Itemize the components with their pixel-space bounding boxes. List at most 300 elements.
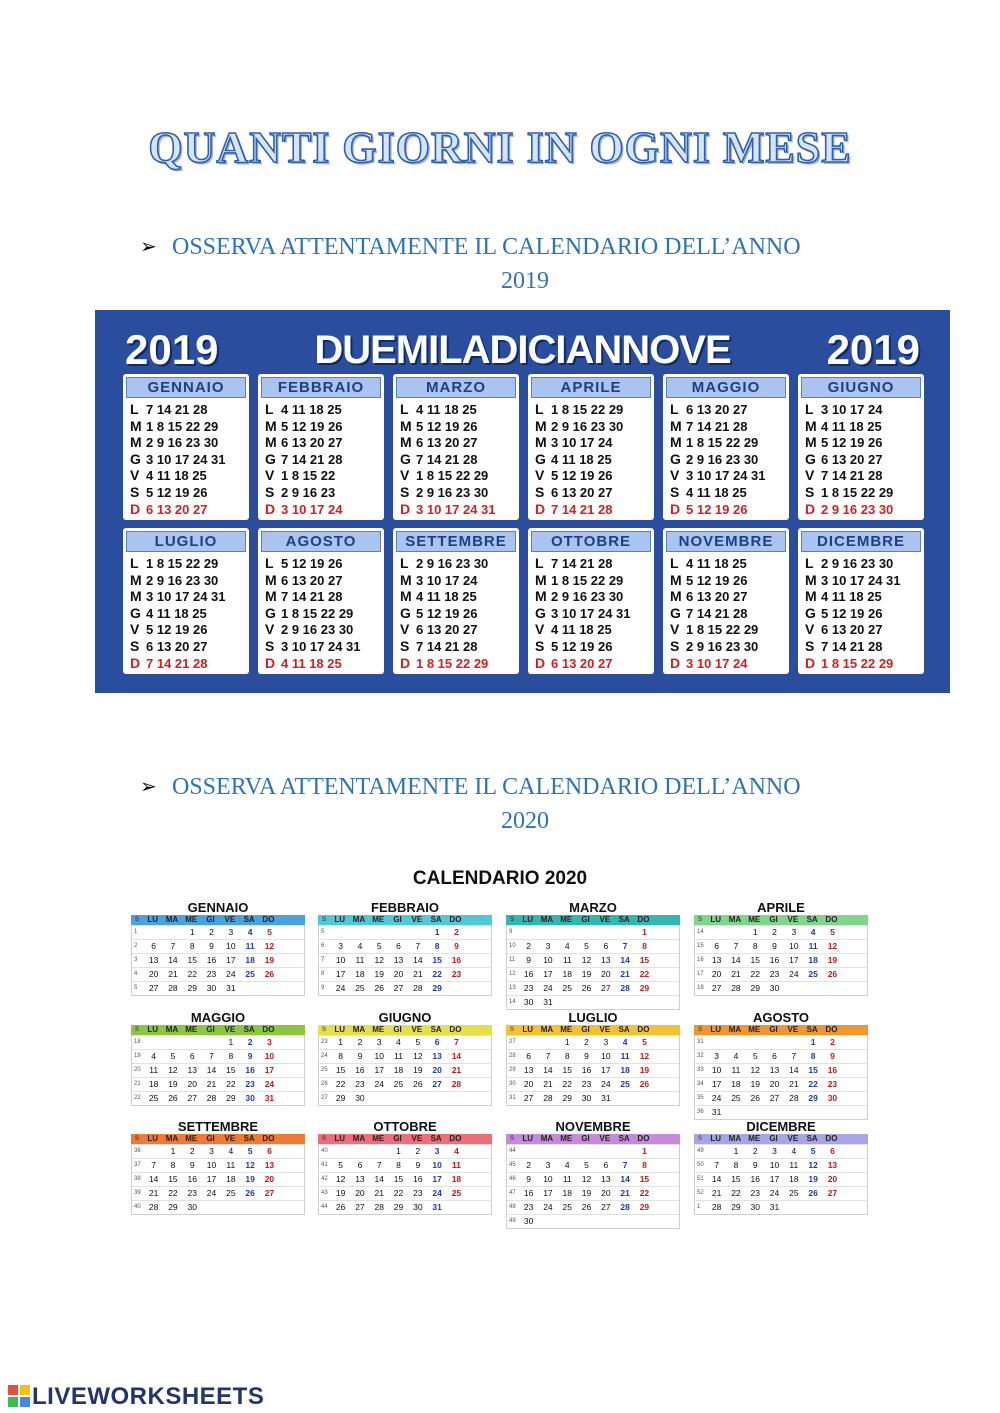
week-number: 32 <box>697 1053 704 1059</box>
day-cell: 24 <box>601 1079 611 1089</box>
day-cell: 31 <box>543 997 553 1007</box>
weekday-letter: L <box>805 555 814 571</box>
day-numbers: 2 9 16 23 30 <box>821 501 894 517</box>
weekday-label: LU <box>710 1134 721 1143</box>
day-cell: 31 <box>264 1093 275 1103</box>
weekday-row <box>130 484 226 501</box>
week-number: 44 <box>509 1148 516 1154</box>
day-cell: 10 <box>543 955 553 965</box>
weekday-row <box>805 621 901 638</box>
day-cell: 29 <box>808 1093 818 1103</box>
day-cell: 1 <box>733 1146 739 1156</box>
week-number: 16 <box>697 957 704 963</box>
day-numbers: 7 14 21 28 <box>821 468 883 484</box>
weekday-header <box>318 915 492 925</box>
day-cell: 30 <box>245 1093 255 1103</box>
day-cell: 15 <box>639 1174 650 1184</box>
day-cell: 26 <box>264 969 275 979</box>
month-name: DICEMBRE <box>801 531 921 552</box>
day-cell <box>635 1215 654 1228</box>
day-cell: 29 <box>750 983 760 993</box>
weekday-row <box>805 418 893 435</box>
weekday-letter: S <box>670 637 680 654</box>
day-cell: 10 <box>226 941 236 951</box>
weekday-row <box>805 401 893 418</box>
day-cell: 8 <box>170 1160 176 1170</box>
day-cell: 21 <box>789 1079 799 1089</box>
day-cell: 9 <box>752 1160 758 1170</box>
day-numbers: 5 12 19 26 <box>146 622 208 638</box>
week-header-label: S <box>509 1136 514 1142</box>
day-cell: 17 <box>711 1079 722 1089</box>
weekday-label: ME <box>372 915 385 924</box>
day-cell: 20 <box>187 1079 197 1089</box>
day-numbers: 5 12 19 26 <box>146 484 208 500</box>
weekday-label: DO <box>449 1134 462 1143</box>
weekday-row <box>805 638 901 655</box>
month-2019-ottobre <box>528 528 654 674</box>
day-cell <box>370 926 389 939</box>
week-number: 1 <box>134 929 138 935</box>
week-number: 51 <box>697 1176 704 1182</box>
weekday-letter: D <box>805 500 816 517</box>
day-cell: 21 <box>711 1188 722 1198</box>
day-cell: 25 <box>562 1202 572 1212</box>
weekday-letter: M <box>535 434 547 451</box>
week-header-label: S <box>697 1136 702 1142</box>
weekday-label: MA <box>728 915 742 924</box>
weekday-letter: D <box>670 654 681 671</box>
day-cell: 23 <box>523 983 534 993</box>
week-row <box>695 1049 867 1063</box>
day-cell: 26 <box>581 983 592 993</box>
weekday-label: LU <box>147 1025 158 1034</box>
day-cell: 9 <box>247 1051 253 1061</box>
week-number: 37 <box>134 1162 141 1168</box>
month-2020-aprile <box>694 901 868 996</box>
day-cell: 18 <box>148 1079 159 1089</box>
weekday-letter: S <box>130 483 140 500</box>
day-cell: 4 <box>564 1160 570 1170</box>
day-cell: 7 <box>733 941 739 951</box>
week-row <box>507 1049 679 1063</box>
day-cell: 3 <box>714 1051 720 1061</box>
day-cell: 23 <box>581 1079 592 1089</box>
weekday-row <box>535 434 623 451</box>
day-cell <box>447 1092 466 1105</box>
day-cell: 17 <box>335 969 346 979</box>
week-row <box>132 1049 304 1063</box>
day-cell: 5 <box>247 1146 253 1156</box>
weekday-row <box>400 621 488 638</box>
weekday-label: SA <box>806 1134 818 1143</box>
week-row <box>319 1035 491 1049</box>
instruction-2020 <box>140 770 900 838</box>
day-cell: 17 <box>374 1065 384 1075</box>
weekday-label: DO <box>262 915 275 924</box>
day-cell <box>707 926 726 939</box>
weekday-letter: L <box>535 555 544 571</box>
week-number: 10 <box>509 943 516 949</box>
day-cell: 8 <box>733 1160 739 1170</box>
day-cell: 18 <box>808 955 818 965</box>
week-row <box>319 1186 491 1200</box>
day-cell: 31 <box>711 1107 722 1117</box>
day-numbers: 3 10 17 24 <box>551 435 613 451</box>
weekday-row <box>130 588 226 605</box>
day-cell: 17 <box>601 1065 611 1075</box>
weekday-row <box>535 484 623 501</box>
day-cell: 7 <box>209 1051 214 1061</box>
week-row <box>507 1200 679 1214</box>
month-2020-gennaio <box>131 901 305 996</box>
weekday-label: ME <box>748 915 761 924</box>
day-cell <box>240 1201 259 1214</box>
week-number: 52 <box>697 1190 704 1196</box>
day-cell: 3 <box>545 941 551 951</box>
day-numbers: 4 11 18 25 <box>281 402 342 417</box>
day-cell: 28 <box>731 983 741 993</box>
month-2020-maggio <box>131 1011 305 1106</box>
day-cell: 19 <box>374 969 384 979</box>
weekday-letter: M <box>670 588 682 605</box>
week-number: 47 <box>509 1190 516 1196</box>
day-cell: 27 <box>187 1093 197 1103</box>
weekday-label: SA <box>430 1134 442 1143</box>
day-cell: 4 <box>454 1146 459 1156</box>
day-cell: 5 <box>267 927 272 937</box>
weekday-header <box>131 915 305 925</box>
arrow-bullet-icon: ➢ <box>140 776 157 798</box>
day-numbers: 2 9 16 23 30 <box>686 451 759 467</box>
day-cell: 26 <box>581 1202 592 1212</box>
weekday-label: MA <box>165 1134 179 1143</box>
day-cell: 21 <box>731 969 741 979</box>
day-cell: 23 <box>413 1188 423 1198</box>
day-numbers: 2 9 16 23 30 <box>416 484 489 500</box>
day-cell: 15 <box>639 955 650 965</box>
day-cell: 19 <box>808 1174 818 1184</box>
month-grid <box>131 1144 305 1215</box>
day-numbers: 5 12 19 26 <box>281 418 343 434</box>
day-cell: 1 <box>396 1146 401 1156</box>
weekday-row <box>670 418 766 435</box>
weekday-row <box>535 401 623 418</box>
day-numbers: 4 11 18 25 <box>146 468 207 484</box>
weekday-label: SA <box>430 915 442 924</box>
week-number: 18 <box>134 1039 141 1045</box>
week-number: 36 <box>697 1109 704 1115</box>
weekday-letter: M <box>265 434 277 451</box>
week-row <box>132 925 304 939</box>
day-cell: 27 <box>601 1202 611 1212</box>
day-cell <box>240 982 259 995</box>
day-cell: 16 <box>245 1065 255 1075</box>
weekday-letter: M <box>265 588 277 605</box>
day-cell: 2 <box>526 941 532 951</box>
day-cell: 26 <box>335 1202 346 1212</box>
weekday-row <box>805 501 893 518</box>
day-cell: 4 <box>151 1051 157 1061</box>
day-cell: 22 <box>639 969 650 979</box>
day-cell: 12 <box>264 941 275 951</box>
day-cell: 26 <box>245 1188 255 1198</box>
month-name: AGOSTO <box>261 531 381 552</box>
day-cell: 9 <box>209 941 214 951</box>
day-cell: 11 <box>731 1065 741 1075</box>
weekday-letter: L <box>805 401 814 417</box>
day-cell: 12 <box>581 955 592 965</box>
weekday-row <box>400 451 496 468</box>
day-cell: 30 <box>523 997 534 1007</box>
day-cell: 21 <box>374 1188 384 1198</box>
day-cell: 5 <box>584 1160 589 1170</box>
weekday-label: DO <box>825 1134 838 1143</box>
weekday-label: ME <box>560 1025 573 1034</box>
day-cell: 15 <box>432 955 442 965</box>
day-cell: 10 <box>601 1051 611 1061</box>
day-cell: 4 <box>733 1051 739 1061</box>
day-cell <box>350 926 369 939</box>
arrow-bullet-icon: ➢ <box>140 236 157 258</box>
day-cell: 30 <box>827 1093 838 1103</box>
week-row <box>695 1077 867 1091</box>
day-cell: 26 <box>808 1188 818 1198</box>
month-grid <box>694 1035 868 1120</box>
weekday-header <box>694 1025 868 1035</box>
weekday-letter: L <box>670 401 679 417</box>
weekday-row <box>265 418 342 435</box>
day-cell: 28 <box>374 1202 384 1212</box>
week-row <box>695 1035 867 1049</box>
week-number: 9 <box>321 985 325 991</box>
calendar-2019-header <box>95 326 950 376</box>
week-row <box>319 1063 491 1077</box>
day-cell: 2 <box>209 927 214 937</box>
day-cell: 23 <box>206 969 217 979</box>
footer-text: LIVEWORKSHEETS <box>32 1383 265 1410</box>
day-cell: 13 <box>601 955 611 965</box>
day-cell: 7 <box>714 1160 720 1170</box>
day-cell: 29 <box>639 1202 650 1212</box>
day-cell: 25 <box>620 1079 630 1089</box>
week-row <box>319 939 491 953</box>
day-cell: 16 <box>769 955 780 965</box>
day-cell <box>577 996 596 1009</box>
day-cell: 28 <box>789 1093 799 1103</box>
day-cell: 10 <box>543 1174 553 1184</box>
weekday-letter: S <box>535 483 545 500</box>
week-number: 44 <box>321 1204 328 1210</box>
day-cell: 6 <box>357 1160 363 1170</box>
day-cell: 14 <box>731 955 741 965</box>
day-cell: 20 <box>432 1065 442 1075</box>
weekday-row <box>400 638 488 655</box>
weekday-letter: M <box>400 571 412 588</box>
weekday-row <box>265 655 361 672</box>
day-numbers: 3 10 17 24 <box>821 402 883 417</box>
day-cell <box>558 926 577 939</box>
day-numbers: 3 10 17 24 31 <box>281 638 361 654</box>
day-cell: 23 <box>355 1079 365 1089</box>
day-cell: 22 <box>187 969 197 979</box>
day-cell: 30 <box>206 983 217 993</box>
day-cell <box>389 1092 408 1105</box>
day-numbers: 6 13 20 27 <box>686 402 748 417</box>
day-cell <box>447 1201 466 1214</box>
week-row <box>319 967 491 981</box>
day-cell <box>408 926 427 939</box>
week-number: 11 <box>509 957 516 963</box>
day-cell: 18 <box>226 1174 236 1184</box>
day-numbers: 6 13 20 27 <box>686 589 748 605</box>
day-cell: 7 <box>415 941 421 951</box>
weekday-row <box>265 572 361 589</box>
month-2019-marzo <box>393 374 519 520</box>
week-number: 17 <box>697 971 704 977</box>
weekday-row <box>400 588 488 605</box>
weekday-row <box>670 621 758 638</box>
weekday-row <box>265 484 342 501</box>
week-header-label: S <box>697 1027 702 1033</box>
day-cell: 14 <box>206 1065 217 1075</box>
day-cell: 21 <box>413 969 423 979</box>
day-cell: 14 <box>543 1065 553 1075</box>
day-numbers: 1 8 15 22 29 <box>146 418 219 434</box>
month-name: FEBBRAIO <box>261 377 381 398</box>
weekday-label: DO <box>449 1025 462 1034</box>
weekday-row <box>805 555 901 572</box>
day-cell: 14 <box>711 1174 722 1184</box>
month-name: APRILE <box>531 377 651 398</box>
day-cell: 10 <box>206 1160 217 1170</box>
day-cell: 22 <box>226 1079 236 1089</box>
day-cell: 25 <box>245 969 255 979</box>
day-cell: 26 <box>639 1079 650 1089</box>
day-cell: 20 <box>601 1188 611 1198</box>
day-cell <box>519 926 538 939</box>
day-cell: 7 <box>622 1160 628 1170</box>
week-row <box>695 967 867 981</box>
week-row <box>507 1172 679 1186</box>
day-cell: 29 <box>432 983 442 993</box>
day-cell: 20 <box>601 969 611 979</box>
day-cell: 8 <box>396 1160 401 1170</box>
weekday-label: LU <box>522 915 533 924</box>
day-cell: 25 <box>355 983 365 993</box>
day-cell <box>615 1145 634 1158</box>
day-cell: 4 <box>228 1146 234 1156</box>
week-row <box>132 981 304 995</box>
day-cell <box>183 1036 202 1049</box>
day-cell: 3 <box>434 1146 440 1156</box>
week-number: 34 <box>697 1081 704 1087</box>
weekday-row <box>670 501 766 518</box>
day-cell: 15 <box>750 955 760 965</box>
week-header-label: S <box>509 1027 514 1033</box>
week-row <box>507 1035 679 1049</box>
day-cell: 15 <box>393 1174 404 1184</box>
weekday-letter: M <box>805 434 817 451</box>
weekday-row <box>400 401 496 418</box>
day-cell: 17 <box>789 955 799 965</box>
day-cell: 9 <box>454 941 459 951</box>
day-numbers: 6 13 20 27 <box>551 484 613 500</box>
weekday-row <box>265 621 361 638</box>
calendar-2019 <box>95 310 950 693</box>
day-cell: 1 <box>642 1146 647 1156</box>
day-cell: 3 <box>228 927 234 937</box>
day-cell: 2 <box>584 1037 589 1047</box>
weekday-row <box>670 555 758 572</box>
weekday-label: GI <box>581 1134 590 1143</box>
day-cell: 26 <box>374 983 384 993</box>
weekday-row <box>265 451 342 468</box>
day-cell <box>144 1036 163 1049</box>
day-cell: 12 <box>245 1160 255 1170</box>
week-number: 13 <box>509 985 516 991</box>
weekday-label: VE <box>224 1025 236 1034</box>
day-cell: 8 <box>338 1051 344 1061</box>
weekday-row <box>535 621 631 638</box>
day-numbers: 3 10 17 24 31 <box>416 501 496 517</box>
day-cell: 3 <box>772 1146 777 1156</box>
day-cell: 13 <box>711 955 722 965</box>
week-row <box>132 967 304 981</box>
weekday-letter: G <box>805 450 816 467</box>
day-cell: 30 <box>769 983 780 993</box>
day-cell: 2 <box>415 1146 421 1156</box>
weekday-row <box>265 467 342 484</box>
day-cell: 2 <box>189 1146 195 1156</box>
week-row <box>695 953 867 967</box>
day-numbers: 2 9 16 23 30 <box>146 435 219 451</box>
month-name: GENNAIO <box>126 377 246 398</box>
weekday-letter: M <box>130 434 142 451</box>
day-numbers: 5 12 19 26 <box>551 468 613 484</box>
weekday-row <box>130 501 226 518</box>
day-cell: 1 <box>434 927 440 937</box>
day-cell: 11 <box>149 1065 159 1075</box>
day-cell: 12 <box>639 1051 650 1061</box>
day-cell <box>596 926 615 939</box>
day-cell: 8 <box>434 941 440 951</box>
day-cell: 6 <box>603 1160 609 1170</box>
day-cell: 19 <box>264 955 275 965</box>
day-cell: 14 <box>451 1051 462 1061</box>
weekday-letter: D <box>130 500 141 517</box>
day-cell: 27 <box>393 983 404 993</box>
week-number: 33 <box>697 1067 704 1073</box>
weekday-letter: V <box>805 621 815 638</box>
weekday-row <box>265 555 361 572</box>
month-2019-luglio <box>123 528 249 674</box>
day-cell: 15 <box>187 955 197 965</box>
day-cell <box>447 982 466 995</box>
month-name: LUGLIO <box>126 531 246 552</box>
week-row <box>319 1091 491 1105</box>
week-number: 21 <box>134 1081 141 1087</box>
week-row <box>132 1172 304 1186</box>
day-cell: 13 <box>827 1160 838 1170</box>
month-grid <box>506 1144 680 1229</box>
weekday-letter: M <box>130 571 142 588</box>
day-cell: 5 <box>415 1037 421 1047</box>
day-numbers: 3 10 17 24 31 <box>146 589 226 605</box>
liveworksheets-logo-icon <box>8 1385 30 1407</box>
day-cell: 20 <box>523 1079 534 1089</box>
weekday-header <box>694 1134 868 1144</box>
